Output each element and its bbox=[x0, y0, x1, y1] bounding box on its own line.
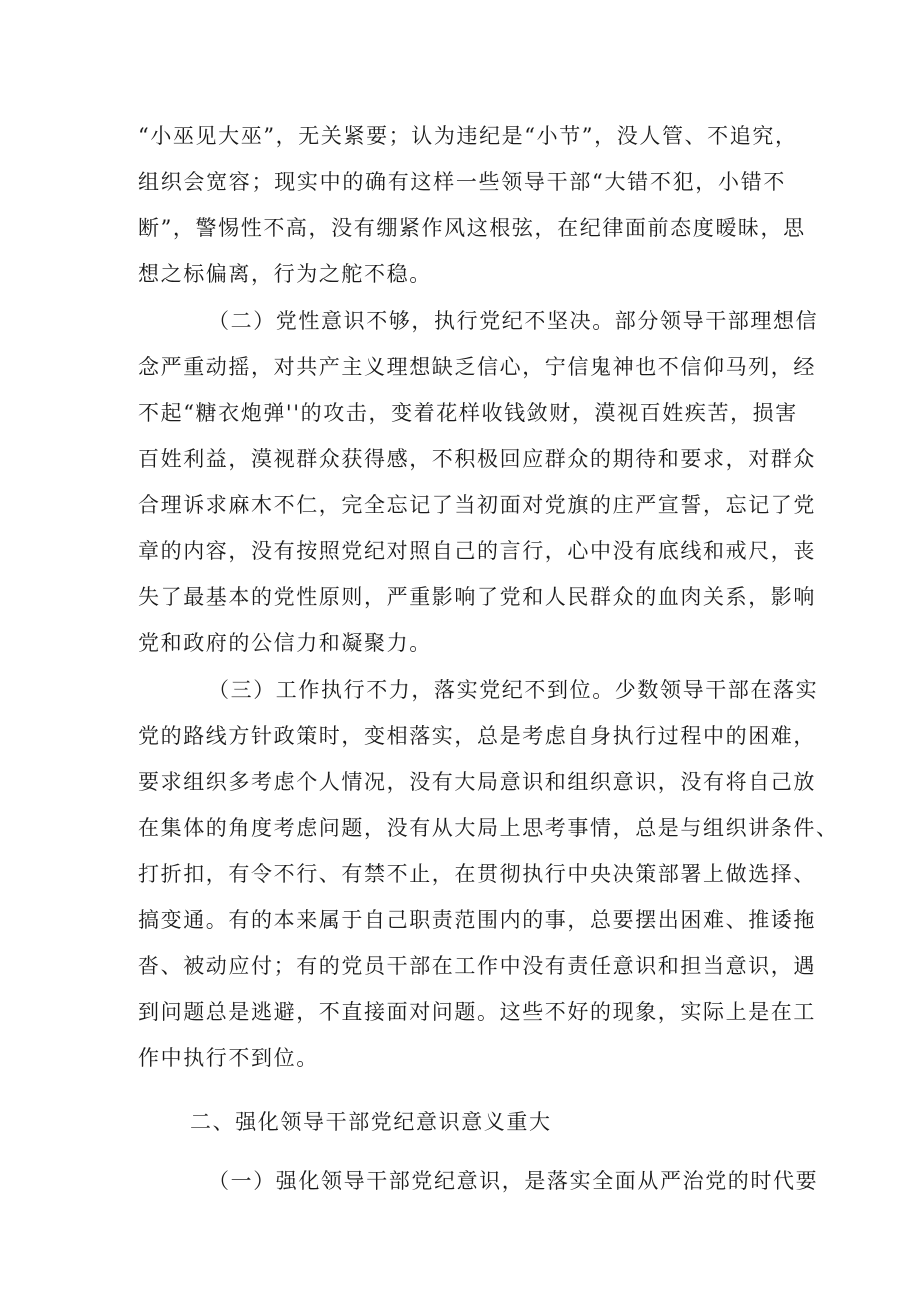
text-line: 百姓利益，漠视群众获得感，不积极回应群众的期待和要求，对群众 bbox=[138, 447, 816, 471]
text-line: 打折扣，有令不行、有禁不止，在贯彻执行中央决策部署上做选择、 bbox=[138, 862, 816, 886]
text-line: 要求组织多考虑个人情况，没有大局意识和组织意识，没有将自己放 bbox=[138, 770, 816, 794]
text-line: 党和政府的公信力和凝聚力。 bbox=[138, 631, 432, 655]
text-line: 组织会宽容；现实中的确有这样一些领导干部“大错不犯，小错不 bbox=[138, 170, 786, 194]
heading-text: 二、强化领导干部党纪意识意义重大 bbox=[190, 1110, 552, 1134]
text-line: 断”，警惕性不高，没有绷紧作风这根弦，在纪律面前态度暧昧，思 bbox=[138, 216, 806, 240]
text-line: 想之标偏离，行为之舵不稳。 bbox=[138, 262, 432, 286]
text-line: （二）党性意识不够，执行党纪不坚决。部分领导干部理想信 bbox=[208, 309, 819, 333]
text-line: 到问题总是逃避，不直接面对问题。这些不好的现象，实际上是在工 bbox=[138, 1000, 816, 1024]
text-line: （三）工作执行不力，落实党纪不到位。少数领导干部在落实 bbox=[208, 678, 819, 702]
text-line: 合理诉求麻木不仁，完全忘记了当初面对党旗的庄严宣誓，忘记了党 bbox=[138, 493, 816, 517]
paragraph-continuation bbox=[138, 113, 806, 297]
paragraph-section-2 bbox=[138, 298, 819, 666]
paragraph-section-3 bbox=[138, 667, 839, 1081]
text-line: 失了最基本的党性原则，严重影响了党和人民群众的血肉关系，影响 bbox=[138, 585, 816, 609]
text-line: 党的路线方针政策时，变相落实，总是考虑自身执行过程中的困难， bbox=[138, 724, 816, 748]
paragraph-subsection-1 bbox=[138, 1158, 819, 1204]
text-line: 在集体的角度考虑问题，没有从大局上思考事情，总是与组织讲条件、 bbox=[138, 816, 839, 840]
text-line: “小巫见大巫”，无关紧要；认为违纪是“小节”，没人管、不追究， bbox=[138, 124, 798, 148]
text-line: 沓、被动应付；有的党员干部在工作中没有责任意识和担当意识，遇 bbox=[138, 954, 816, 978]
text-line: 章的内容，没有按照党纪对照自己的言行，心中没有底线和戒尺，丧 bbox=[138, 539, 816, 563]
text-line: 搞变通。有的本来属于自己职责范围内的事，总要摆出困难、推诿拖 bbox=[138, 908, 816, 932]
section-heading bbox=[138, 1099, 786, 1145]
text-line: 念严重动摇，对共产主义理想缺乏信心，宁信鬼神也不信仰马列，经 bbox=[138, 355, 816, 379]
text-line: （一）强化领导干部党纪意识，是落实全面从严治党的时代要 bbox=[208, 1169, 819, 1193]
text-line: 作中执行不到位。 bbox=[138, 1046, 319, 1070]
text-line: 不起“糖衣炮弹''的攻击，变着花样收钱敛财，漠视百姓疾苦，损害 bbox=[138, 401, 798, 425]
